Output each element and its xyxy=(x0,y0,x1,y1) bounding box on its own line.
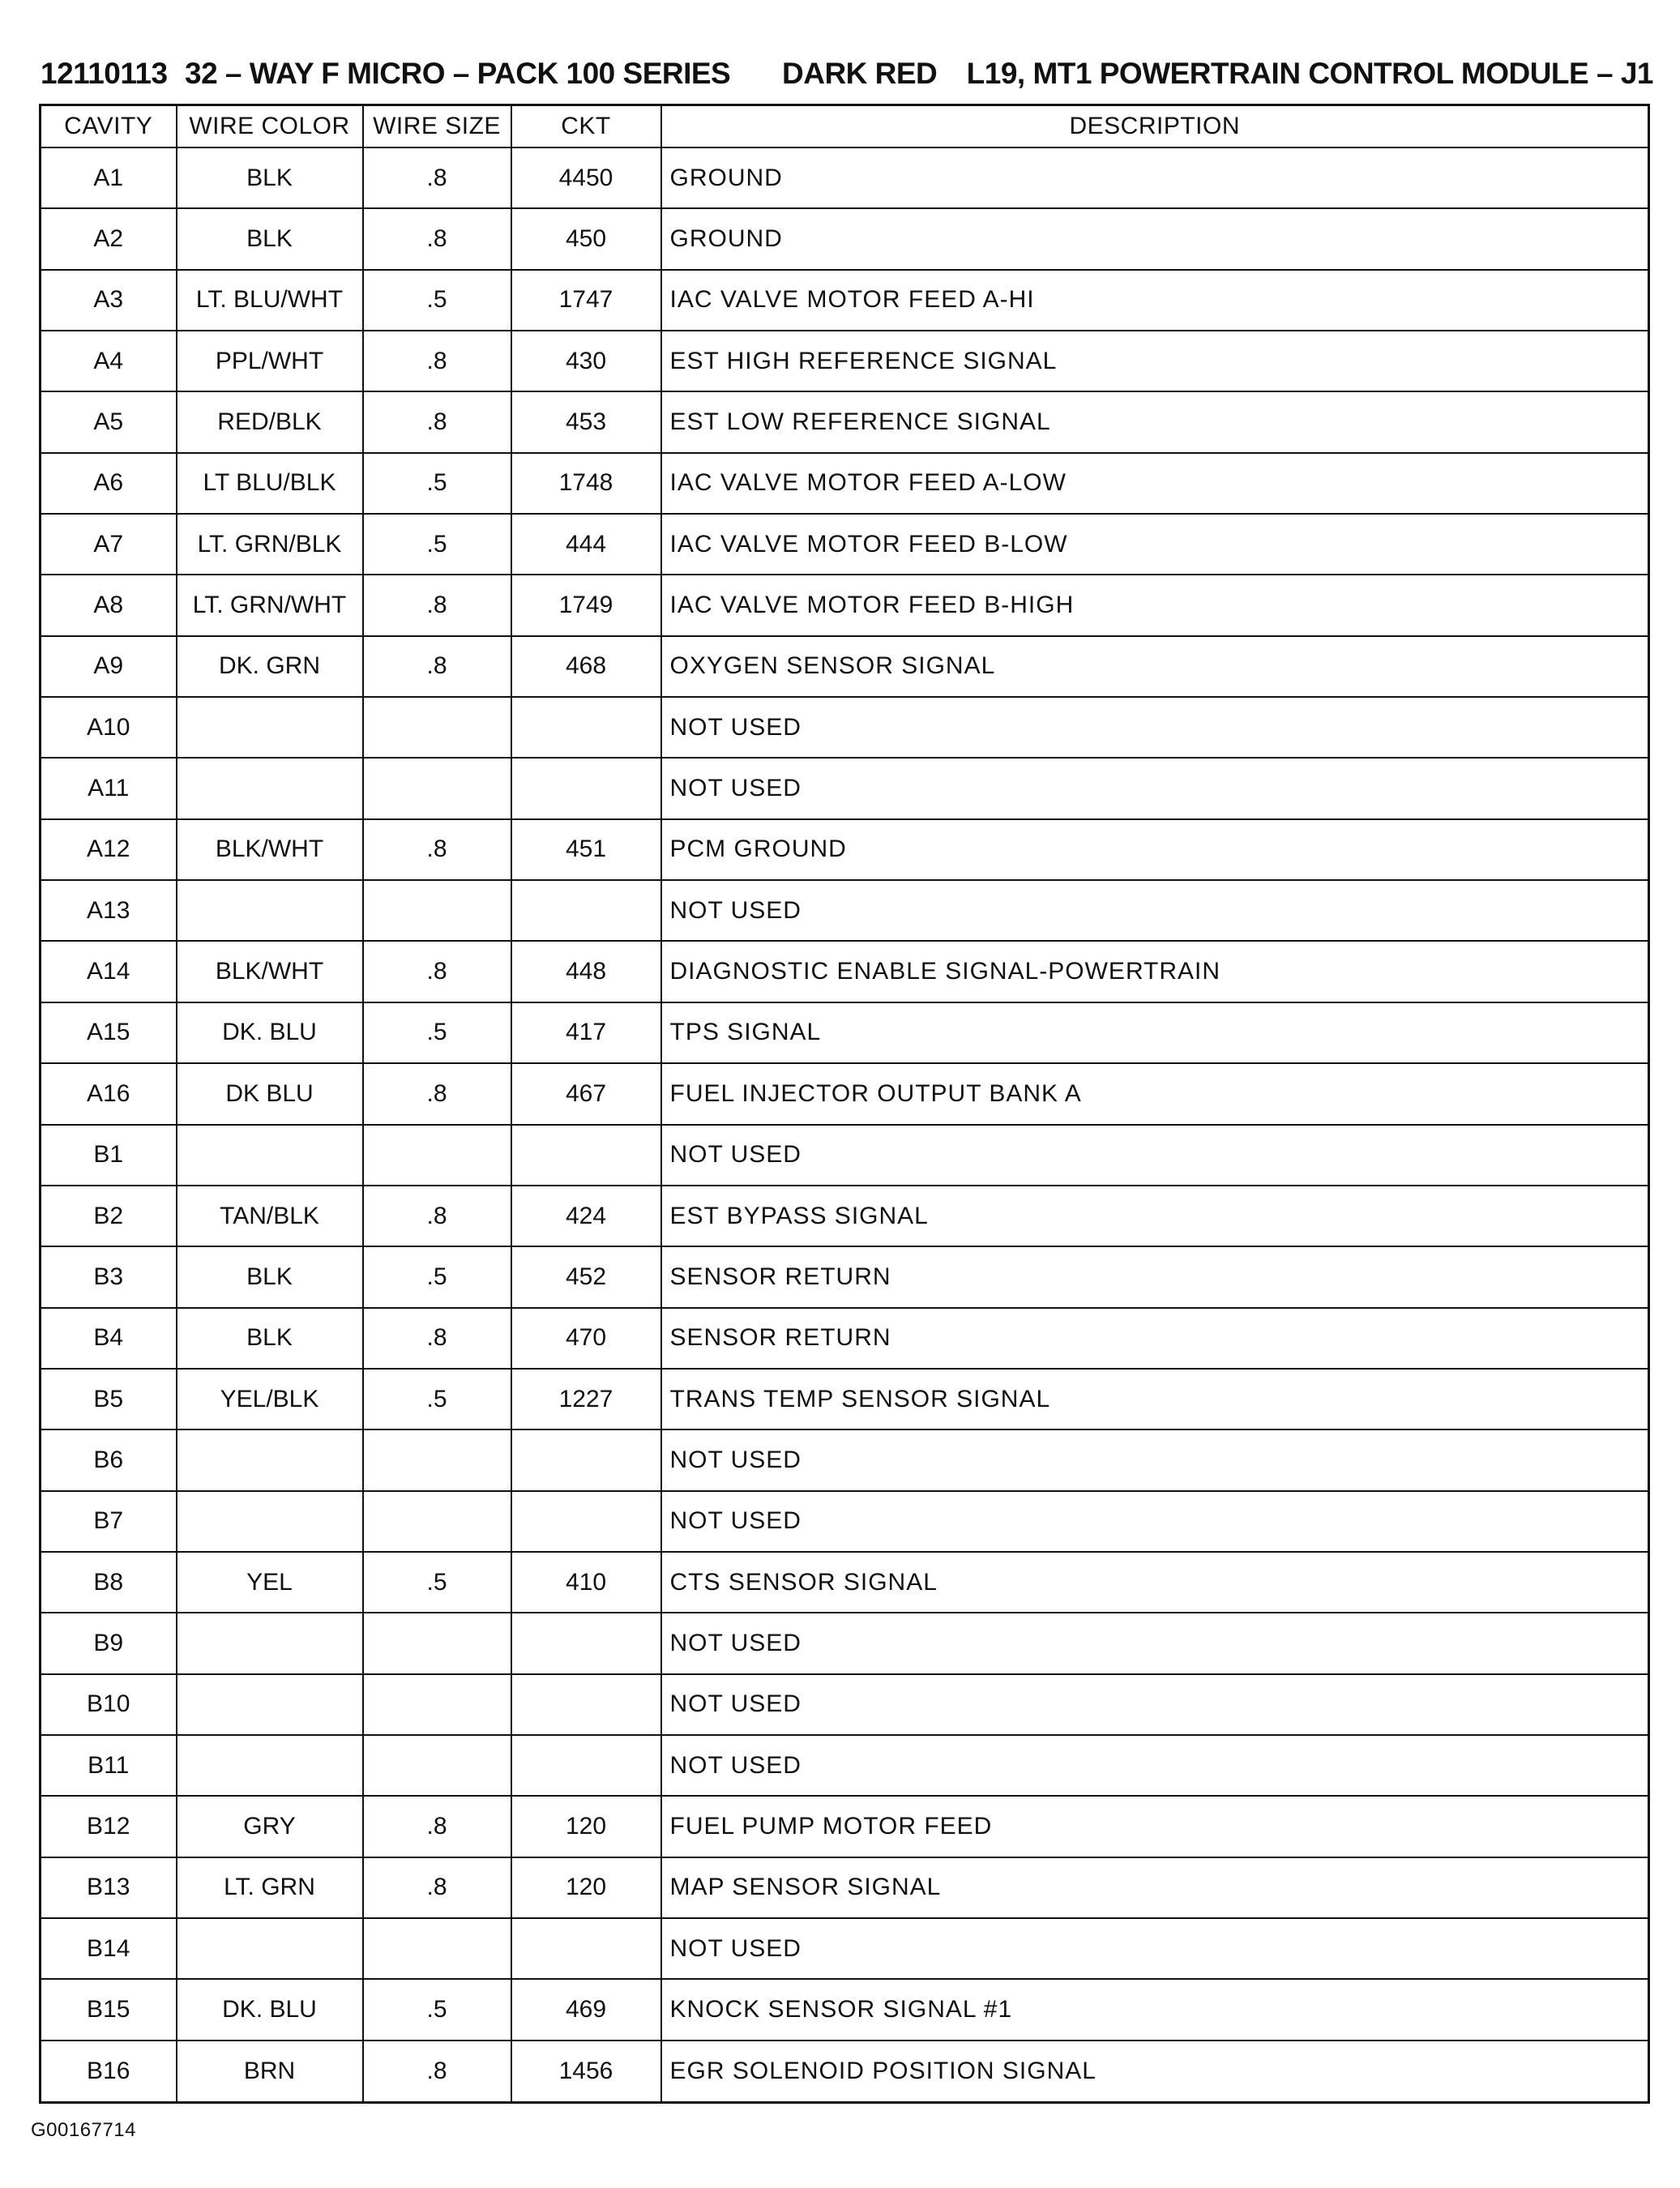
cell-ckt: 410 xyxy=(511,1552,661,1613)
cell-wire-size xyxy=(363,697,511,758)
table-row xyxy=(41,1674,1649,1735)
cell-description: GROUND xyxy=(661,147,1649,208)
cell-description: NOT USED xyxy=(661,1125,1649,1186)
cell-description: NOT USED xyxy=(661,697,1649,758)
cell-wire-size: .8 xyxy=(363,208,511,269)
cell-ckt: 424 xyxy=(511,1186,661,1246)
cell-cavity: B2 xyxy=(41,1186,177,1246)
cell-cavity: B11 xyxy=(41,1735,177,1796)
cell-ckt: 417 xyxy=(511,1002,661,1063)
cell-ckt xyxy=(511,697,661,758)
cell-wire-size: .8 xyxy=(363,1857,511,1918)
connector-color: DARK RED xyxy=(782,57,938,90)
connector-pinout-table xyxy=(39,104,1650,2104)
cell-cavity: A7 xyxy=(41,514,177,575)
column-header-wire-color: WIRE COLOR xyxy=(177,105,363,148)
cell-description: NOT USED xyxy=(661,880,1649,941)
cell-description: EGR SOLENOID POSITION SIGNAL xyxy=(661,2041,1649,2103)
cell-description: EST LOW REFERENCE SIGNAL xyxy=(661,391,1649,452)
cell-cavity: B10 xyxy=(41,1674,177,1735)
cell-cavity: A15 xyxy=(41,1002,177,1063)
cell-cavity: A16 xyxy=(41,1063,177,1124)
connector-description: 32 – WAY F MICRO – PACK 100 SERIES xyxy=(185,57,731,90)
cell-wire-size xyxy=(363,1613,511,1673)
cell-ckt: 4450 xyxy=(511,147,661,208)
cell-wire-size: .8 xyxy=(363,575,511,635)
part-number: 12110113 xyxy=(41,57,168,90)
figure-id: G00167714 xyxy=(31,2119,136,2141)
cell-ckt xyxy=(511,1125,661,1186)
table-row xyxy=(41,270,1649,331)
cell-description: NOT USED xyxy=(661,1491,1649,1552)
column-header-ckt: CKT xyxy=(511,105,661,148)
cell-wire-size xyxy=(363,880,511,941)
cell-wire-size: .8 xyxy=(363,331,511,391)
table-row xyxy=(41,2041,1649,2103)
table-row xyxy=(41,697,1649,758)
cell-description: NOT USED xyxy=(661,1429,1649,1490)
column-header-wire-size: WIRE SIZE xyxy=(363,105,511,148)
cell-cavity: B12 xyxy=(41,1796,177,1857)
cell-wire-size: .8 xyxy=(363,1186,511,1246)
cell-wire-color: BLK xyxy=(177,1308,363,1369)
cell-ckt: 444 xyxy=(511,514,661,575)
cell-ckt: 120 xyxy=(511,1796,661,1857)
cell-wire-color: DK. BLU xyxy=(177,1979,363,2040)
cell-wire-color: LT BLU/BLK xyxy=(177,453,363,514)
cell-wire-color: LT. BLU/WHT xyxy=(177,270,363,331)
table-row xyxy=(41,1246,1649,1307)
cell-ckt: 1747 xyxy=(511,270,661,331)
cell-cavity: B7 xyxy=(41,1491,177,1552)
cell-cavity: A12 xyxy=(41,819,177,880)
table-row xyxy=(41,1857,1649,1918)
cell-ckt xyxy=(511,1429,661,1490)
cell-description: SENSOR RETURN xyxy=(661,1308,1649,1369)
cell-cavity: A1 xyxy=(41,147,177,208)
cell-description: TRANS TEMP SENSOR SIGNAL xyxy=(661,1369,1649,1429)
cell-description: TPS SIGNAL xyxy=(661,1002,1649,1063)
table-row xyxy=(41,819,1649,880)
cell-cavity: A3 xyxy=(41,270,177,331)
cell-description: GROUND xyxy=(661,208,1649,269)
cell-wire-size: .5 xyxy=(363,514,511,575)
cell-wire-color: DK. GRN xyxy=(177,636,363,697)
cell-wire-color: LT. GRN/BLK xyxy=(177,514,363,575)
cell-wire-color xyxy=(177,697,363,758)
cell-description: SENSOR RETURN xyxy=(661,1246,1649,1307)
cell-ckt: 448 xyxy=(511,941,661,1002)
cell-wire-color xyxy=(177,1491,363,1552)
table-row xyxy=(41,636,1649,697)
cell-wire-color: BLK xyxy=(177,147,363,208)
cell-wire-color: YEL xyxy=(177,1552,363,1613)
cell-ckt: 452 xyxy=(511,1246,661,1307)
cell-wire-size xyxy=(363,1125,511,1186)
cell-wire-size: .8 xyxy=(363,1063,511,1124)
cell-wire-size xyxy=(363,758,511,818)
cell-ckt: 453 xyxy=(511,391,661,452)
table-row xyxy=(41,1552,1649,1613)
cell-ckt: 1748 xyxy=(511,453,661,514)
cell-wire-color xyxy=(177,1613,363,1673)
cell-ckt: 1227 xyxy=(511,1369,661,1429)
cell-cavity: B6 xyxy=(41,1429,177,1490)
table-row xyxy=(41,1979,1649,2040)
cell-wire-color xyxy=(177,1429,363,1490)
cell-wire-color: DK BLU xyxy=(177,1063,363,1124)
cell-description: NOT USED xyxy=(661,1918,1649,1979)
cell-description: KNOCK SENSOR SIGNAL #1 xyxy=(661,1979,1649,2040)
cell-description: IAC VALVE MOTOR FEED A-LOW xyxy=(661,453,1649,514)
table-row xyxy=(41,453,1649,514)
cell-wire-color: PPL/WHT xyxy=(177,331,363,391)
table-row xyxy=(41,147,1649,208)
cell-wire-size: .8 xyxy=(363,941,511,1002)
cell-ckt xyxy=(511,1735,661,1796)
cell-ckt xyxy=(511,1918,661,1979)
table-row xyxy=(41,880,1649,941)
table-row xyxy=(41,208,1649,269)
cell-wire-color: TAN/BLK xyxy=(177,1186,363,1246)
cell-wire-size xyxy=(363,1735,511,1796)
cell-cavity: A6 xyxy=(41,453,177,514)
table-row xyxy=(41,1369,1649,1429)
cell-wire-size: .8 xyxy=(363,636,511,697)
column-header-cavity: CAVITY xyxy=(41,105,177,148)
cell-wire-size: .5 xyxy=(363,453,511,514)
table-row xyxy=(41,758,1649,818)
cell-wire-color xyxy=(177,1918,363,1979)
cell-wire-size: .8 xyxy=(363,147,511,208)
cell-description: IAC VALVE MOTOR FEED B-HIGH xyxy=(661,575,1649,635)
table-header-row xyxy=(41,105,1649,148)
cell-ckt: 467 xyxy=(511,1063,661,1124)
table-row xyxy=(41,391,1649,452)
cell-description: NOT USED xyxy=(661,1735,1649,1796)
cell-cavity: B8 xyxy=(41,1552,177,1613)
table-body xyxy=(41,147,1649,2103)
table-row xyxy=(41,1918,1649,1979)
cell-description: NOT USED xyxy=(661,1674,1649,1735)
cell-wire-size: .8 xyxy=(363,819,511,880)
cell-ckt: 450 xyxy=(511,208,661,269)
cell-ckt: 470 xyxy=(511,1308,661,1369)
cell-description: FUEL PUMP MOTOR FEED xyxy=(661,1796,1649,1857)
table-row xyxy=(41,1613,1649,1673)
cell-wire-size xyxy=(363,1429,511,1490)
cell-description: NOT USED xyxy=(661,758,1649,818)
cell-wire-size: .5 xyxy=(363,1552,511,1613)
module-title: L19, MT1 POWERTRAIN CONTROL MODULE – J1 xyxy=(966,57,1653,90)
cell-wire-color xyxy=(177,880,363,941)
table-row xyxy=(41,1002,1649,1063)
cell-ckt: 1749 xyxy=(511,575,661,635)
cell-wire-color xyxy=(177,1735,363,1796)
cell-cavity: B1 xyxy=(41,1125,177,1186)
cell-cavity: A14 xyxy=(41,941,177,1002)
cell-wire-color: YEL/BLK xyxy=(177,1369,363,1429)
cell-wire-color: LT. GRN xyxy=(177,1857,363,1918)
cell-description: CTS SENSOR SIGNAL xyxy=(661,1552,1649,1613)
cell-wire-color: GRY xyxy=(177,1796,363,1857)
cell-cavity: B3 xyxy=(41,1246,177,1307)
cell-wire-size xyxy=(363,1491,511,1552)
cell-wire-size: .8 xyxy=(363,1308,511,1369)
cell-wire-size: .5 xyxy=(363,1002,511,1063)
column-header-description: DESCRIPTION xyxy=(661,105,1649,148)
cell-cavity: A10 xyxy=(41,697,177,758)
table-row xyxy=(41,1735,1649,1796)
cell-description: OXYGEN SENSOR SIGNAL xyxy=(661,636,1649,697)
table-row xyxy=(41,575,1649,635)
cell-wire-color: LT. GRN/WHT xyxy=(177,575,363,635)
cell-ckt: 430 xyxy=(511,331,661,391)
cell-cavity: A2 xyxy=(41,208,177,269)
cell-ckt: 1456 xyxy=(511,2041,661,2103)
cell-cavity: A11 xyxy=(41,758,177,818)
cell-ckt xyxy=(511,758,661,818)
cell-cavity: B15 xyxy=(41,1979,177,2040)
table-row xyxy=(41,1186,1649,1246)
cell-cavity: B9 xyxy=(41,1613,177,1673)
cell-ckt: 469 xyxy=(511,1979,661,2040)
cell-wire-color xyxy=(177,1674,363,1735)
cell-ckt: 451 xyxy=(511,819,661,880)
cell-wire-size: .8 xyxy=(363,391,511,452)
cell-description: DIAGNOSTIC ENABLE SIGNAL-POWERTRAIN xyxy=(661,941,1649,1002)
cell-wire-color xyxy=(177,1125,363,1186)
cell-description: MAP SENSOR SIGNAL xyxy=(661,1857,1649,1918)
cell-description: NOT USED xyxy=(661,1613,1649,1673)
table-row xyxy=(41,941,1649,1002)
cell-wire-color: DK. BLU xyxy=(177,1002,363,1063)
table-row xyxy=(41,1063,1649,1124)
cell-cavity: B13 xyxy=(41,1857,177,1918)
cell-wire-color: BLK/WHT xyxy=(177,941,363,1002)
cell-description: FUEL INJECTOR OUTPUT BANK A xyxy=(661,1063,1649,1124)
cell-cavity: A13 xyxy=(41,880,177,941)
cell-description: EST BYPASS SIGNAL xyxy=(661,1186,1649,1246)
cell-wire-size xyxy=(363,1674,511,1735)
cell-description: PCM GROUND xyxy=(661,819,1649,880)
table-row xyxy=(41,1491,1649,1552)
cell-ckt xyxy=(511,1674,661,1735)
cell-cavity: A4 xyxy=(41,331,177,391)
cell-description: IAC VALVE MOTOR FEED A-HI xyxy=(661,270,1649,331)
cell-cavity: A9 xyxy=(41,636,177,697)
cell-ckt xyxy=(511,1613,661,1673)
cell-cavity: B16 xyxy=(41,2041,177,2103)
cell-wire-color: RED/BLK xyxy=(177,391,363,452)
table-row xyxy=(41,1429,1649,1490)
cell-ckt xyxy=(511,1491,661,1552)
cell-cavity: A5 xyxy=(41,391,177,452)
cell-wire-color: BRN xyxy=(177,2041,363,2103)
table-row xyxy=(41,1308,1649,1369)
cell-description: IAC VALVE MOTOR FEED B-LOW xyxy=(661,514,1649,575)
cell-wire-size: .8 xyxy=(363,1796,511,1857)
cell-wire-size xyxy=(363,1918,511,1979)
table-row xyxy=(41,1125,1649,1186)
cell-ckt: 120 xyxy=(511,1857,661,1918)
document-header xyxy=(41,50,1653,99)
cell-wire-size: .5 xyxy=(363,270,511,331)
cell-wire-size: .5 xyxy=(363,1979,511,2040)
cell-wire-color: BLK xyxy=(177,1246,363,1307)
cell-description: EST HIGH REFERENCE SIGNAL xyxy=(661,331,1649,391)
cell-wire-size: .8 xyxy=(363,2041,511,2103)
cell-wire-size: .5 xyxy=(363,1246,511,1307)
cell-ckt xyxy=(511,880,661,941)
table-row xyxy=(41,331,1649,391)
table-row xyxy=(41,1796,1649,1857)
cell-wire-color xyxy=(177,758,363,818)
cell-cavity: B14 xyxy=(41,1918,177,1979)
table-row xyxy=(41,514,1649,575)
cell-wire-size: .5 xyxy=(363,1369,511,1429)
cell-cavity: A8 xyxy=(41,575,177,635)
cell-wire-color: BLK/WHT xyxy=(177,819,363,880)
cell-cavity: B4 xyxy=(41,1308,177,1369)
cell-wire-color: BLK xyxy=(177,208,363,269)
cell-cavity: B5 xyxy=(41,1369,177,1429)
cell-ckt: 468 xyxy=(511,636,661,697)
